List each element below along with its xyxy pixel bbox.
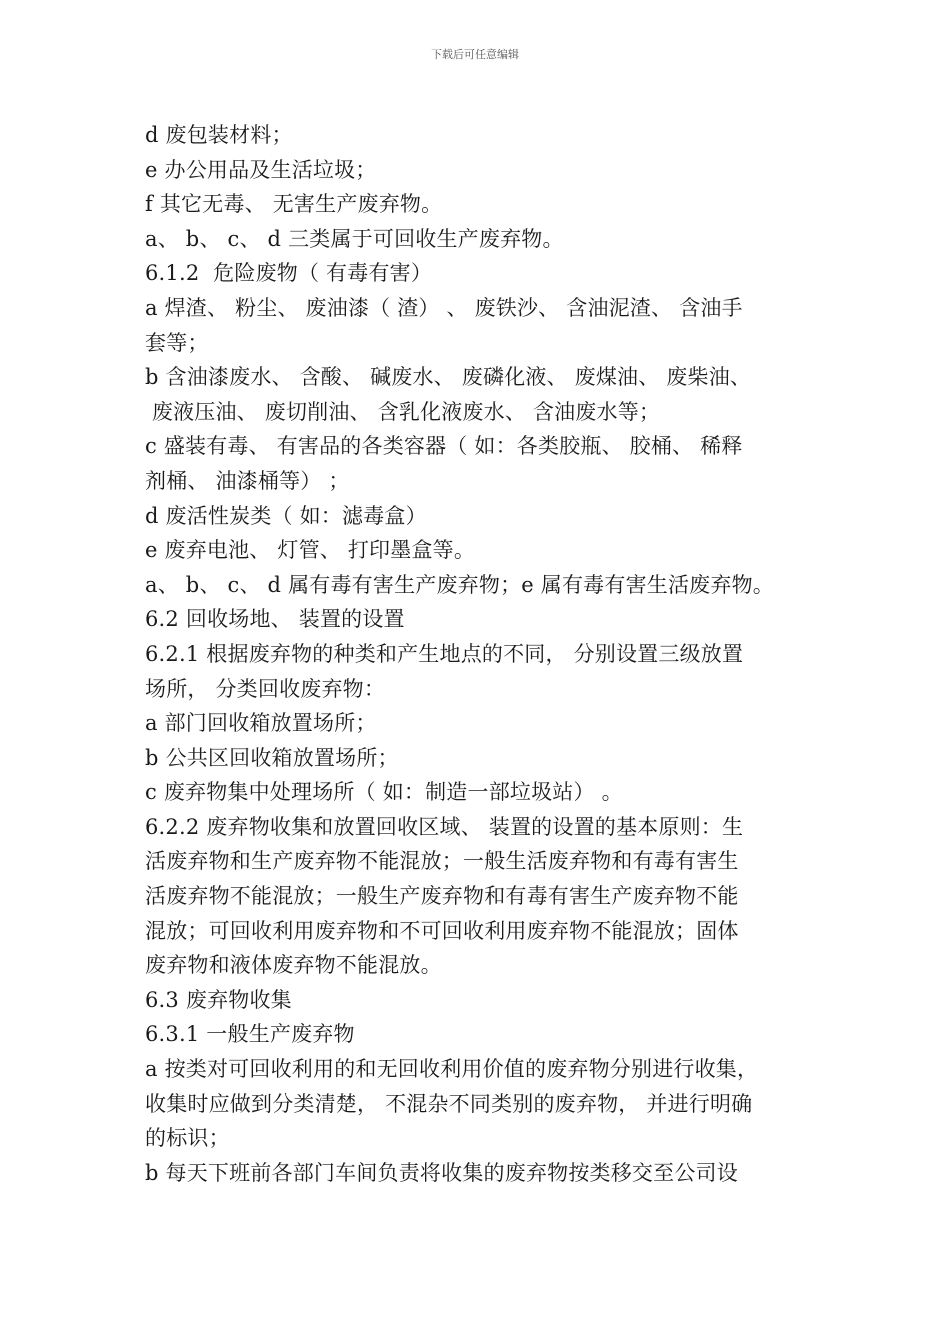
- text-line: 活废弃物不能混放；一般生产废弃物和有毒有害生产废弃物不能: [145, 884, 739, 909]
- section-heading: 6.2 回收场地、 装置的设置: [145, 607, 405, 632]
- text-line: 混放；可回收利用废弃物和不可回收利用废弃物不能混放；固体: [145, 918, 739, 943]
- text-line: 套等；: [145, 330, 209, 355]
- text-line: b 公共区回收箱放置场所；: [145, 745, 399, 770]
- text-line: f 其它无毒、 无害生产废弃物。: [145, 192, 443, 217]
- text-line: e 废弃电池、 灯管、 打印墨盒等。: [145, 538, 476, 563]
- text-line: a 按类对可回收利用的和无回收利用价值的废弃物分别进行收集，: [145, 1057, 759, 1082]
- text-line: 的标识；: [145, 1126, 230, 1151]
- document-body: [145, 118, 825, 1190]
- text-line: 活废弃物和生产废弃物不能混放；一般生活废弃物和有毒有害生: [145, 849, 739, 874]
- text-line: d 废活性炭类（ 如：滤毒盒）: [145, 503, 427, 528]
- text-line: b 含油漆废水、 含酸、 碱废水、 废磷化液、 废煤油、 废柴油、: [145, 365, 752, 390]
- text-line: 剂桶、 油漆桶等） ；: [145, 468, 350, 493]
- text-line: 废弃物和液体废弃物不能混放。: [145, 953, 442, 978]
- text-line: a、 b、 c、 d 三类属于可回收生产废弃物。: [145, 226, 564, 251]
- text-line: 6.2.2 废弃物收集和放置回收区域、 装置的设置的基本原则：生: [145, 814, 744, 839]
- text-line: b 每天下班前各部门车间负责将收集的废弃物按类移交至公司设: [145, 1160, 738, 1185]
- section-heading: 6.1.2 危险废物（ 有毒有害）: [145, 261, 433, 286]
- text-line: 收集时应做到分类清楚， 不混杂不同类别的废弃物， 并进行明确: [145, 1091, 753, 1116]
- text-line: a、 b、 c、 d 属有毒有害生产废弃物；e 属有毒有害生活废弃物。: [145, 572, 774, 597]
- section-heading: 6.3 废弃物收集: [145, 987, 292, 1012]
- text-line: 6.2.1 根据废弃物的种类和产生地点的不同， 分别设置三级放置: [145, 641, 744, 666]
- text-line: d 废包装材料；: [145, 123, 293, 147]
- text-line: 场所， 分类回收废弃物：: [145, 676, 386, 701]
- text-line: 废液压油、 废切削油、 含乳化液废水、 含油废水等；: [145, 399, 661, 424]
- text-line: a 部门回收箱放置场所；: [145, 711, 377, 736]
- text-line: e 办公用品及生活垃圾；: [145, 157, 377, 182]
- text-line: c 废弃物集中处理场所（ 如：制造一部垃圾站） 。: [145, 780, 623, 805]
- page-header: 下载后可任意编辑: [431, 48, 519, 61]
- text-line: c 盛装有毒、 有害品的各类容器（ 如：各类胶瓶、 胶桶、 稀释: [145, 434, 743, 459]
- section-heading: 6.3.1 一般生产废弃物: [145, 1022, 355, 1047]
- text-line: a 焊渣、 粉尘、 废油漆（ 渣） 、 废铁沙、 含油泥渣、 含油手: [145, 295, 743, 320]
